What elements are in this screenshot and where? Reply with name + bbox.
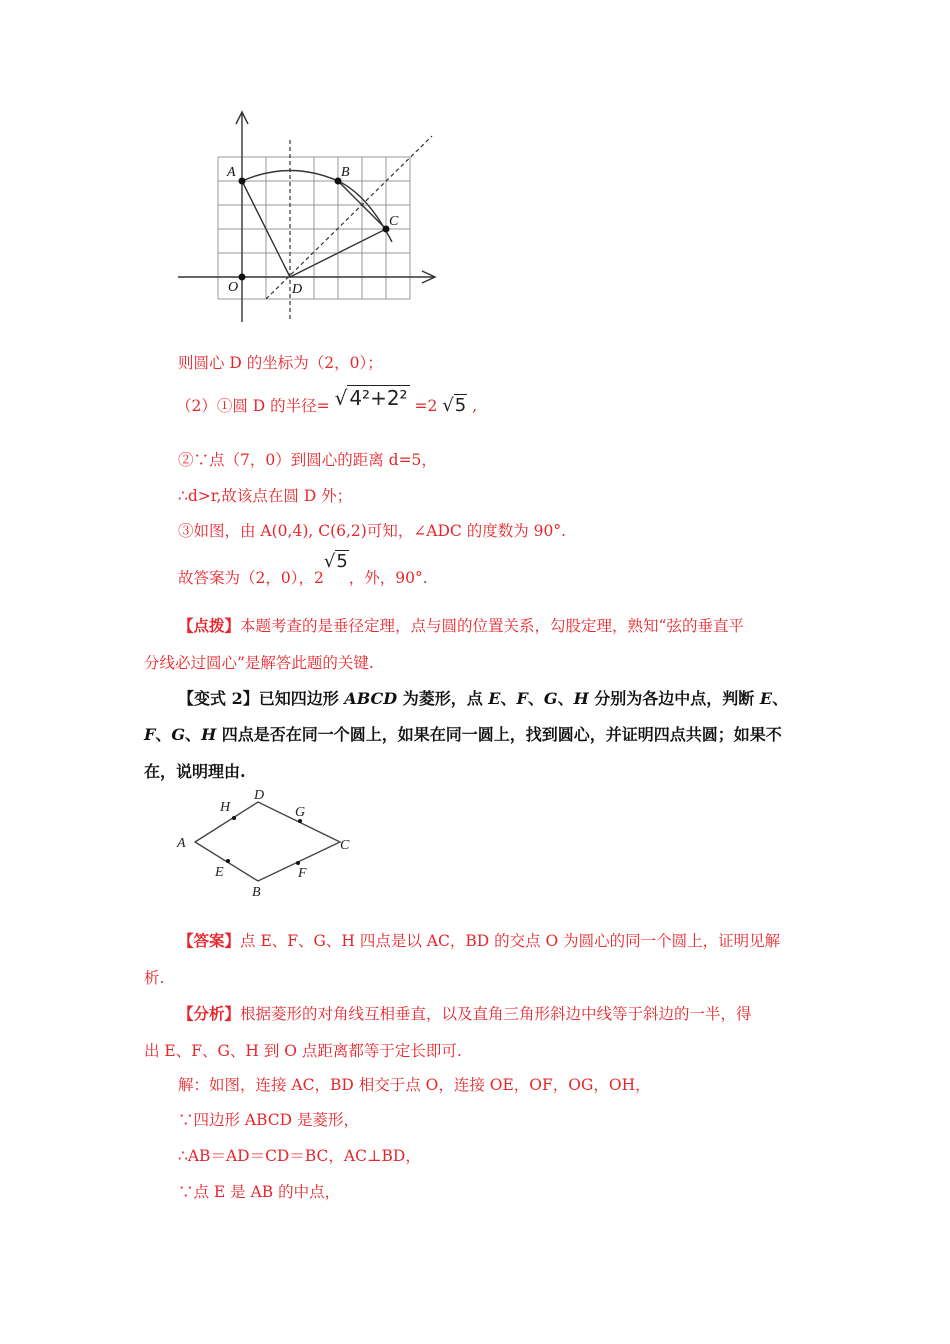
b2f: 四点是否在同一个圆上，如果在同一圆上，找到圆心，并证明四点共圆；如果不 (216, 725, 782, 744)
radius-radicand: 4²+2² (349, 386, 408, 410)
final-sqrt: √5 (323, 551, 348, 572)
line-distance: ②∵点（7，0）到圆心的距离 d=5， (178, 451, 437, 469)
b1k: 分别为各边中点，判断 (588, 689, 760, 708)
dashed-lines (266, 136, 432, 320)
radius-prefix: （2）①圆 D 的半径= (176, 397, 330, 415)
b2b: 、 (155, 725, 172, 744)
solution-line2: ∵四边形 ABCD 是菱形， (178, 1111, 360, 1129)
answer-line2: 析. (144, 969, 165, 987)
b2d: 、 (185, 725, 202, 744)
answer-line1 (178, 929, 780, 951)
label-C: C (340, 838, 350, 853)
answer-text1: 点 E、F、G、H 四点是以 AC，BD 的交点 O 为圆心的同一个圆上，证明见解 (240, 932, 781, 950)
coordinate-grid-figure (170, 100, 445, 330)
radius-radicand-2: 5 (454, 395, 467, 416)
line-center-coordinates: 则圆心 D 的坐标为（2，0）； (178, 354, 383, 372)
label-B: B (341, 165, 350, 180)
b1b: ABCD (344, 689, 398, 708)
label-O: O (228, 280, 239, 295)
b1g: 、 (527, 689, 544, 708)
dianbo-tag: 【点拨】 (178, 616, 241, 635)
final-radicand: 5 (336, 551, 348, 572)
bianshi-tag: 【变式 2】 (178, 689, 259, 708)
label-A: A (177, 836, 186, 851)
answer-tag: 【答案】 (178, 931, 241, 950)
b1m: 、 (772, 689, 789, 708)
b1a: 已知四边形 (258, 689, 345, 708)
analysis-text1: 根据菱形的对角线互相垂直，以及直角三角形斜边中线等于斜边的一半，得 (240, 1005, 752, 1023)
b1d: E (488, 689, 501, 708)
solution-line4: ∵点 E 是 AB 的中点， (178, 1183, 341, 1201)
bianshi-line3: 在，说明理由. (144, 762, 246, 781)
label-D: D (292, 282, 303, 297)
radius-sqrt: √ 4²+2² (334, 386, 408, 410)
label-F: F (298, 866, 307, 881)
b1j: H (573, 689, 589, 708)
analysis-line2: 出 E、F、G、H 到 O 点距离都等于定长即可. (144, 1042, 462, 1060)
bianshi-line2 (144, 722, 782, 745)
radius-segments (242, 171, 392, 278)
label-B: B (252, 885, 261, 900)
b2a: F (144, 725, 156, 744)
line-radius (176, 386, 478, 416)
analysis-tag: 【分析】 (178, 1004, 241, 1023)
b1e: 、 (500, 689, 517, 708)
dianbo-line1 (178, 614, 744, 636)
final-suffix: ，外，90°. (348, 569, 428, 587)
radius-mid: =2 (414, 397, 438, 415)
b1h: G (543, 689, 558, 708)
label-D: D (254, 788, 265, 803)
b1f: F (516, 689, 528, 708)
label-A: A (227, 165, 236, 180)
line-outside: ∴d>r,故该点在圆 D 外； (178, 487, 353, 505)
rhombus-figure (170, 785, 360, 900)
label-C: C (389, 214, 399, 229)
final-prefix: 故答案为（2，0），2 (178, 569, 324, 587)
analysis-line1 (178, 1002, 752, 1024)
solution-line1: 解：如图，连接 AC，BD 相交于点 O，连接 OE，OF，OG，OH， (178, 1076, 651, 1094)
midpoints (226, 816, 302, 865)
label-H: H (220, 800, 231, 815)
b2c: G (171, 725, 186, 744)
b2e: H (201, 725, 217, 744)
label-E: E (215, 865, 224, 880)
solution-line3: ∴AB＝AD＝CD＝BC，AC⊥BD， (178, 1147, 421, 1165)
b1c: 为菱形，点 (397, 689, 489, 708)
dianbo-text1: 本题考查的是垂径定理，点与圆的位置关系，勾股定理，熟知“弦的垂直平 (240, 617, 744, 635)
radius-end: , (472, 397, 478, 415)
bianshi-line1 (178, 686, 788, 709)
dianbo-line2: 分线必过圆心”是解答此题的关键. (144, 654, 374, 672)
line-angle: ③如图，由 A(0,4), C(6,2)可知，∠ADC 的度数为 90°. (178, 522, 567, 540)
b1l: E (759, 689, 773, 708)
line-final-answer (178, 551, 428, 588)
b1i: 、 (557, 689, 574, 708)
radius-sqrt5: √5 (442, 395, 467, 416)
label-G: G (295, 805, 306, 820)
